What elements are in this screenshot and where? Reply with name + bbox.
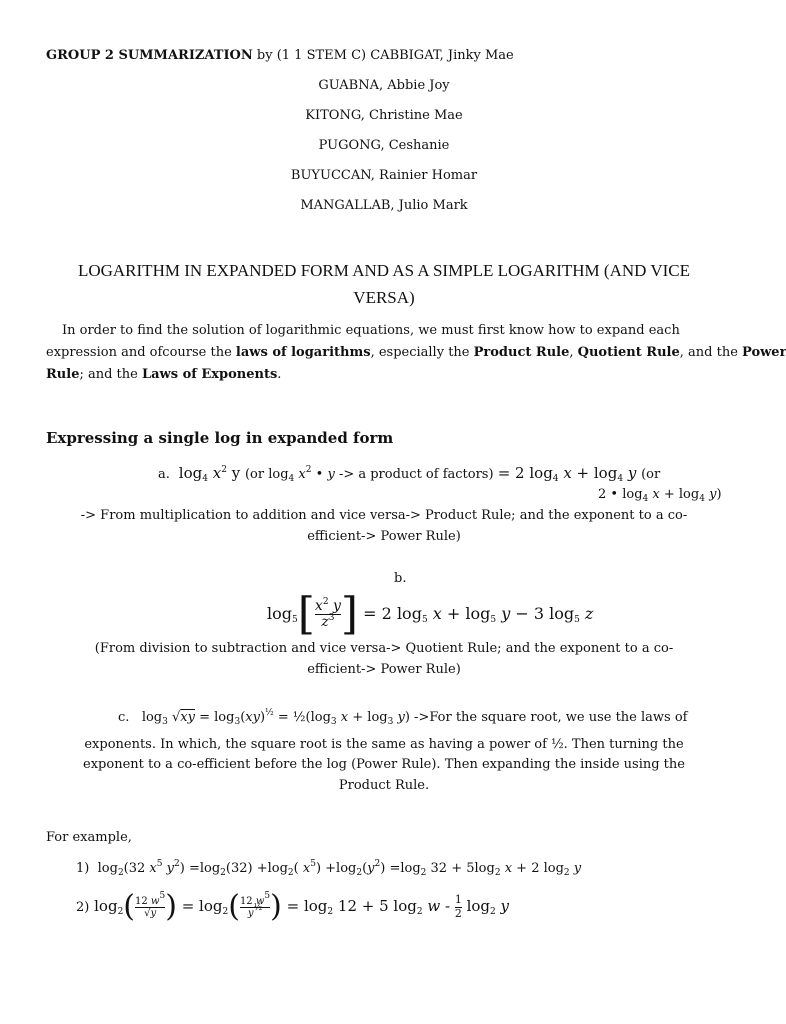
item-a-line1: a. $\log_4 x^2$ y (or $\log_4 x^2$ • y -> a product of factors) = 2 $\log_4 x + \log_4 y$ (or xyxy=(158,464,661,484)
page-title-line1: LOGARITHM IN EXPANDED FORM AND AS A SIMPLE LOGARITHM (AND VICE xyxy=(77,261,691,280)
example-2: 2) $\log_2$( $\frac{12 w^5}{√y}$ ) = $\log_2$( $\frac{12 w^5}{y^{\frac{1}{2}}}$ ) = $\log_2 12 + 5$ $\log_2 w$ - $\frac{1}{2}$ $\log_2 y$ xyxy=(76,889,510,924)
by-text: by (1 1 STEM C) CABBIGAT, Jinky Mae xyxy=(256,48,514,63)
example-1: 1) $\log_2(32$ $x^5$ $y^2) =\log_2(32) +\log_2$( $x^5) +\log_2(y^2) =\log_2$ $32 + 5\log_2$ x + 2 $\log_2 y$ xyxy=(76,859,582,878)
item-c-note1: exponents. In which, the square root is the same as having a power of ½. Then turning the xyxy=(84,737,684,752)
member-name: KITONG, Christine Mae xyxy=(305,108,463,123)
member-name: GUABNA, Abbie Joy xyxy=(318,78,450,93)
item-b-formula: $\log_5$[ $\frac{x^2 y}{z^3}$ ] = 2 $\log_5 x + \log_5 y - 3$ $\log_5 z$ xyxy=(267,588,594,640)
item-b-note2: efficient-> Power Rule) xyxy=(307,662,461,677)
product-rule: Product Rule xyxy=(473,345,570,360)
author-line xyxy=(46,48,514,64)
item-c-line1: c. $\log_3 √xy = \log_3(xy)^{\frac{1}{2}}$ = $\frac{1}{2}(\log_3$ $x + \log_3 y$) ->For the square root, we use the laws of xyxy=(118,708,688,727)
power-word: Power xyxy=(742,345,786,360)
item-b-note1: (From division to subtraction and vice versa-> Quotient Rule; and the exponent to a co- xyxy=(94,641,674,656)
intro-line3: Rule; and the Laws of Exponents. xyxy=(46,367,282,382)
item-c-marker: c. xyxy=(118,710,130,725)
item-a-note2: efficient-> Power Rule) xyxy=(307,529,461,544)
item-b-marker: b. xyxy=(394,571,407,586)
member-name: MANGALLAB, Julio Mark xyxy=(300,198,468,213)
item-c-note2: exponent to a co-efficient before the log (Power Rule). Then expanding the inside using the xyxy=(83,757,685,772)
laws-of-logarithms: laws of logarithms xyxy=(235,345,371,360)
group-label: GROUP 2 SUMMARIZATION xyxy=(46,48,253,63)
item-a-marker: a. xyxy=(158,467,170,482)
member-name: BUYUCCAN, Rainier Homar xyxy=(290,168,478,183)
intro-line1: In order to find the solution of logarithmic equations, we must first know how to expand each xyxy=(62,323,680,338)
item-a-note1: -> From multiplication to addition and vice versa-> Product Rule; and the exponent to a co- xyxy=(80,508,688,523)
quotient-rule: Quotient Rule xyxy=(577,345,680,360)
page-title-line2: VERSA) xyxy=(353,288,415,307)
laws-of-exponents: Laws of Exponents xyxy=(141,367,278,382)
example-2-marker: 2) xyxy=(76,900,90,915)
item-a-formula: $\log_4 x^2$ y xyxy=(174,464,245,484)
item-a-line2: 2 • $\log_4 x + \log_4 y$) xyxy=(598,487,722,504)
examples-label: For example, xyxy=(46,830,132,845)
item-c-note3: Product Rule. xyxy=(338,778,430,793)
member-name: PUGONG, Ceshanie xyxy=(318,138,450,153)
intro-line2: expression and ofcourse the laws of logarithms, especially the Product Rule, Quotient Rule, and the Power xyxy=(46,345,786,360)
section-heading: Expressing a single log in expanded form xyxy=(46,429,394,447)
item-c-formula: $\log_3 √xy = \log_3(xy)^{\frac{1}{2}}$ = $\frac{1}{2}(\log_3$ $x + \log_3 y$) xyxy=(133,708,415,727)
example-1-marker: 1) xyxy=(76,861,90,876)
rule-word: Rule xyxy=(46,367,80,382)
